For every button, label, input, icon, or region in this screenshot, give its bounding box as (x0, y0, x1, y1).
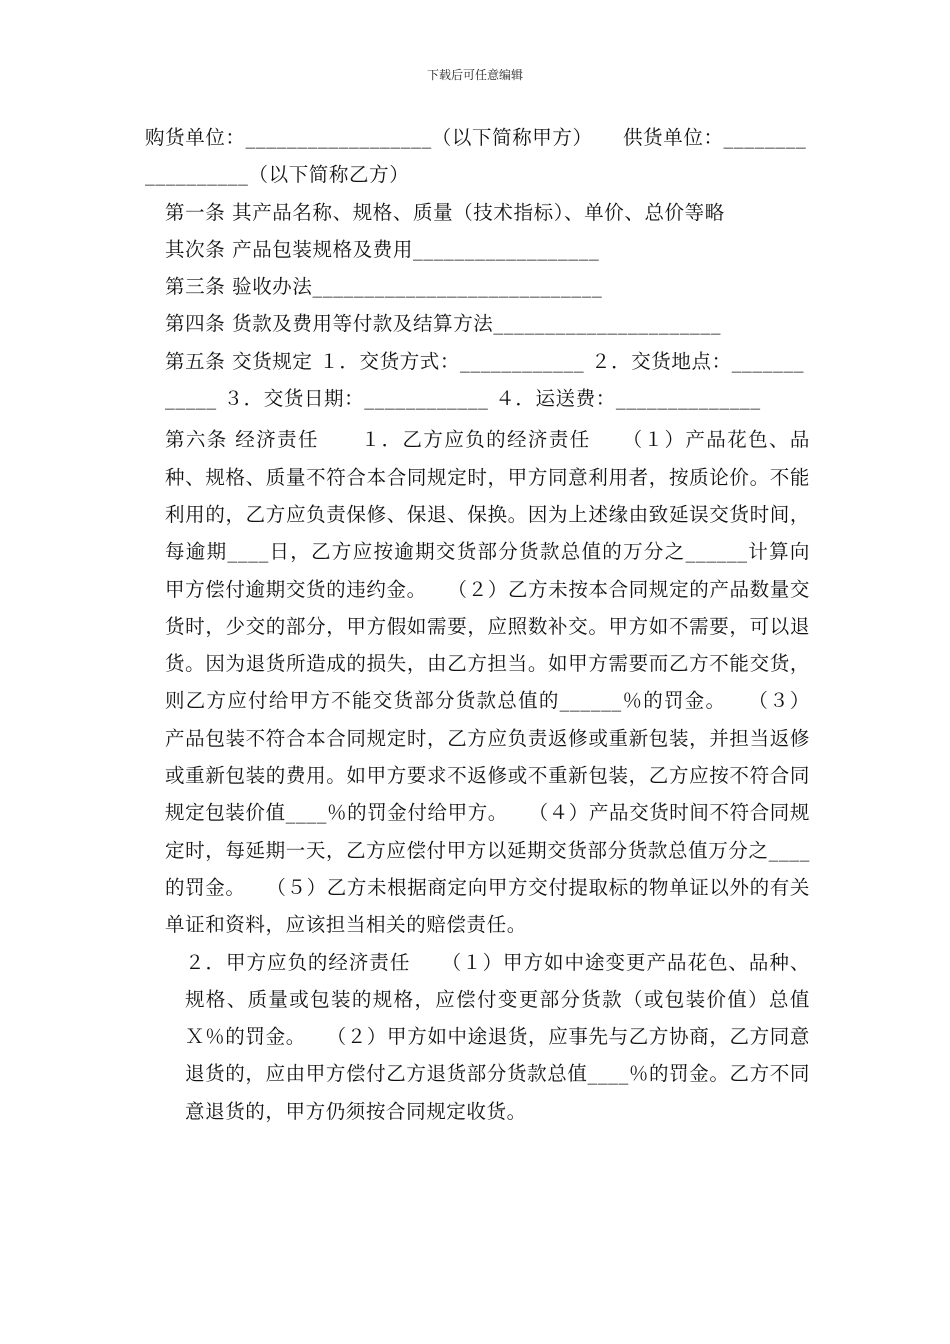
contract-body (145, 119, 810, 1130)
parties-paragraph: 购货单位：__________________（以下简称甲方） 供货单位：__________________（以下简称乙方） (145, 126, 807, 187)
article-3: 第三条 验收办法____________________________ (165, 275, 603, 299)
page-header: 下载后可任意编辑 (426, 68, 523, 82)
article-4: 第四条 货款及费用等付款及结算方法______________________ (165, 312, 722, 336)
article-1: 第一条 其产品名称、规格、质量（技术指标）、单价、总价等略 (165, 200, 725, 224)
article-6: 第六条 经济责任 １．乙方应负的经济责任 （１）产品花色、品种、规格、质量不符合本合同规定时，甲方同意利用者，按质论价。不能利用的，乙方应负责保修、保退、保换。因为上述缘由致延误交货时间，每逾期____日，乙方应按逾期交货部分货款总值的万分之______计算向甲方偿付逾期交货的违约金。 （２）乙方未按本合同规定的产品数量交货时，少交的部分，甲方假如需要，应照数补交。甲方如不需要，可以退货。因为退货所造成的损失，由乙方担当。如甲方需要而乙方不能交货，则乙方应付给甲方不能交货部分货款总值的______％的罚金。 （３）产品包装不符合本合同规定时，乙方应负责返修或重新包装，并担当返修或重新包装的费用。如甲方要求不返修或不重新包装，乙方应按不符合同规定包装价值____％的罚金付给甲方。 （４）产品交货时间不符合同规定时，每延期一天，乙方应偿付甲方以延期交货部分货款总值万分之____的罚金。 （５）乙方未根据商定向甲方交付提取标的物单证以外的有关单证和资料，应该担当相关的赔偿责任。 (165, 428, 811, 937)
article-6-buyer-liability: ２．甲方应负的经济责任 （１）甲方如中途变更产品花色、品种、规格、质量或包装的规格，应偿付变更部分货款（或包装价值）总值Ｘ％的罚金。 （２）甲方如中途退货，应事先与乙方协商，乙方同意退货的，应由甲方偿付乙方退货部分货款总值____％的罚金。乙方不同意退货的，甲方仍须按合同规定收货。 (185, 950, 810, 1123)
article-2: 其次条 产品包装规格及费用__________________ (165, 237, 600, 261)
article-5: 第五条 交货规定 １．交货方式：____________ ２．交货地点：____________ ３．交货日期：____________ ４．运送费：______________ (165, 349, 805, 411)
